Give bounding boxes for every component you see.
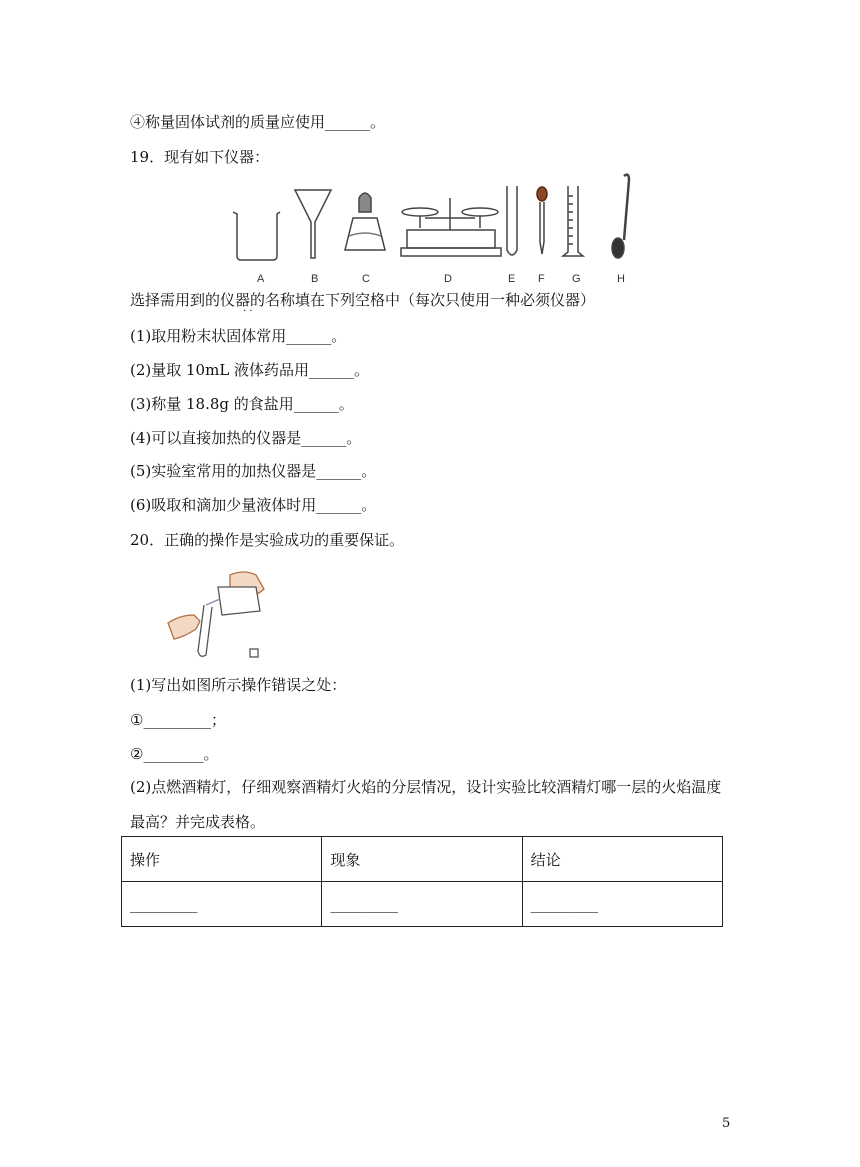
instrument-label: B <box>311 273 319 285</box>
q19-item-5: (5)实验室常用的加热仪器是______。 <box>130 462 377 480</box>
instruments-figure <box>225 170 645 270</box>
q20-intro: 20．正确的操作是实验成功的重要保证。 <box>130 531 405 549</box>
table-blank-cell: _________ <box>522 882 722 927</box>
instrument-label: D <box>444 273 452 285</box>
medicine-spoon-icon <box>612 175 629 258</box>
alcohol-lamp-icon <box>345 193 385 250</box>
instrument-label: H <box>617 273 625 285</box>
hand-icon <box>168 615 200 639</box>
table-blank-cell: _________ <box>122 882 322 927</box>
q18-item-4: ④称量固体试剂的质量应使用______。 <box>130 113 386 131</box>
instrument-label: A <box>257 273 265 285</box>
pouring-operation-figure <box>160 565 275 663</box>
reagent-bottle-icon <box>218 587 260 615</box>
table-header-cell: 结论 <box>522 837 722 882</box>
bottle-stopper-icon <box>250 649 258 657</box>
q20-blank-1: ①_________； <box>130 711 226 729</box>
q19-select-instruction: 选择需用到的仪器的名称填在下列空格中（每次只使用一种必须仪器） <box>130 291 596 309</box>
test-tube-icon <box>507 186 517 255</box>
q20-blank-2: ②________。 <box>130 745 219 763</box>
test-tube-icon <box>198 605 212 656</box>
q19-item-6: (6)吸取和滴加少量液体时用______。 <box>130 496 377 514</box>
funnel-icon <box>295 190 331 258</box>
instrument-label: C <box>362 273 370 285</box>
balance-icon <box>401 198 501 256</box>
q19-item-2: (2)量取 10mL 液体药品用______。 <box>130 361 370 379</box>
page-number: 5 <box>722 1116 731 1131</box>
emphasis-dots: · · <box>243 306 253 317</box>
q20-part-2-line-1: (2)点燃酒精灯，仔细观察酒精灯火焰的分层情况，设计实验比较酒精灯哪一层的火焰温度 <box>130 778 722 796</box>
table-blank-cell: _________ <box>322 882 522 927</box>
instrument-label: F <box>538 273 545 285</box>
q19-item-4: (4)可以直接加热的仪器是______。 <box>130 429 362 447</box>
table-header-cell: 操作 <box>122 837 322 882</box>
table-header-cell: 现象 <box>322 837 522 882</box>
answer-table <box>121 836 723 927</box>
dropper-icon <box>537 187 547 254</box>
q20-part-2-line-2: 最高？并完成表格。 <box>130 813 266 831</box>
graduated-cylinder-icon <box>563 186 583 256</box>
beaker-icon <box>233 212 280 260</box>
instrument-label: G <box>572 273 581 285</box>
q19-item-3: (3)称量 18.8g 的食盐用______。 <box>130 395 354 413</box>
table-header-row <box>122 837 723 882</box>
q20-part-1: (1)写出如图所示操作错误之处： <box>130 676 347 694</box>
table-row <box>122 882 723 927</box>
q19-intro: 19．现有如下仪器： <box>130 148 270 166</box>
instrument-label: E <box>508 273 516 285</box>
q19-item-1: (1)取用粉末状固体常用______。 <box>130 327 347 345</box>
